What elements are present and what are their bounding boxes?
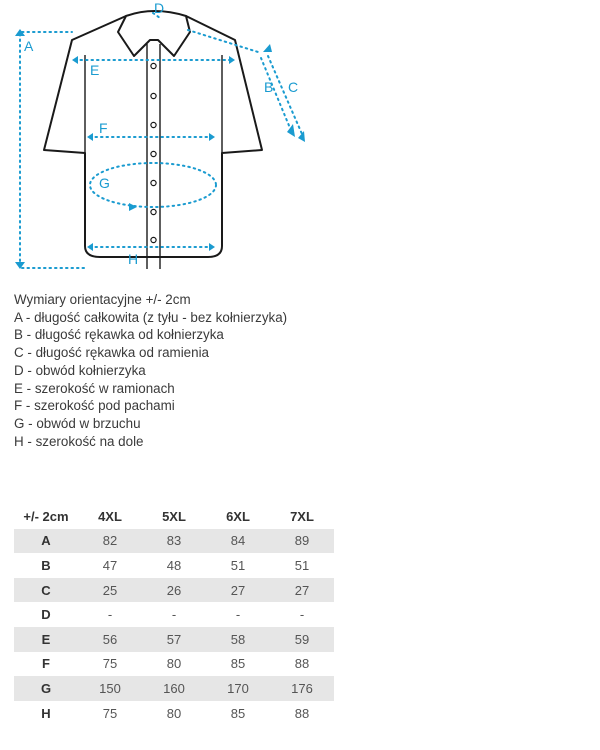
legend-item: B - długość rękawka od kołnierzyka [14, 327, 224, 343]
table-row [14, 578, 334, 603]
shirt-outline [44, 16, 262, 257]
table-header-row [14, 504, 334, 529]
table-cell: 56 [102, 631, 118, 647]
legend-title: Wymiary orientacyjne +/- 2cm [14, 292, 191, 307]
row-label: E [41, 631, 51, 647]
legend-item: G - obwód w brzuchu [14, 415, 141, 431]
table-cell: - [299, 607, 305, 623]
table-cell: 57 [166, 631, 182, 647]
table-cell: 51 [294, 557, 310, 573]
row-label: F [42, 656, 50, 672]
table-cell: - [107, 607, 113, 623]
table-cell: 160 [163, 680, 185, 696]
table-cell: 176 [291, 680, 313, 696]
table-cell: 85 [230, 705, 246, 721]
row-label: B [41, 557, 51, 573]
label-e: E [90, 62, 100, 78]
table-cell: 26 [166, 582, 182, 598]
measurement-legend [14, 291, 287, 450]
table-cell: 84 [230, 533, 246, 549]
table-row [14, 652, 334, 677]
table-cell: 85 [230, 656, 246, 672]
table-cell: 47 [102, 557, 118, 573]
label-h: H [128, 251, 139, 267]
table-cell: 170 [227, 680, 249, 696]
table-row [14, 627, 334, 652]
label-c: C [288, 79, 299, 95]
row-label: A [41, 533, 51, 549]
label-a: A [24, 38, 34, 54]
row-label: H [41, 705, 51, 721]
column-header: 7XL [290, 508, 314, 524]
column-header: 6XL [226, 508, 250, 524]
label-f: F [99, 120, 108, 136]
legend-item: C - długość rękawka od ramienia [14, 345, 209, 361]
table-cell: 88 [294, 705, 310, 721]
table-cell: 59 [294, 631, 310, 647]
row-label: G [40, 680, 52, 696]
table-cell: 58 [230, 631, 246, 647]
table-row [14, 553, 334, 578]
row-label: D [41, 607, 51, 623]
table-cell: 89 [294, 533, 310, 549]
table-cell: 82 [102, 533, 118, 549]
table-cell: 80 [166, 656, 182, 672]
legend-item: D - obwód kołnierzyka [14, 362, 146, 378]
legend-item: H - szerokość na dole [14, 433, 144, 449]
label-b: B [264, 79, 274, 95]
table-cell: 27 [230, 582, 246, 598]
legend-item: A - długość całkowita (z tyłu - bez kołnierzyka) [14, 309, 288, 325]
table-cell: 150 [99, 680, 121, 696]
table-row [14, 676, 334, 701]
table-cell: 25 [102, 582, 118, 598]
table-cell: 27 [294, 582, 310, 598]
table-cell: 48 [166, 557, 182, 573]
table-row [14, 701, 334, 726]
table-cell: 75 [102, 656, 118, 672]
table-cell: - [171, 607, 177, 623]
table-cell: 75 [102, 705, 118, 721]
legend-item: F - szerokość pod pachami [14, 398, 175, 414]
column-header: 4XL [98, 508, 122, 524]
row-label: C [41, 582, 51, 598]
table-cell: 51 [230, 557, 246, 573]
size-table [14, 504, 334, 725]
label-d: D [154, 0, 165, 16]
shirt-measurement-diagram [0, 0, 340, 290]
table-cell: 83 [166, 533, 182, 549]
table-row [14, 529, 334, 554]
legend-item: E - szerokość w ramionach [14, 380, 175, 396]
table-cell: - [235, 607, 241, 623]
table-corner-header: +/- 2cm [23, 508, 69, 524]
table-cell: 88 [294, 656, 310, 672]
column-header: 5XL [162, 508, 186, 524]
table-cell: 80 [166, 705, 182, 721]
table-row [14, 602, 334, 627]
label-g: G [99, 175, 110, 191]
